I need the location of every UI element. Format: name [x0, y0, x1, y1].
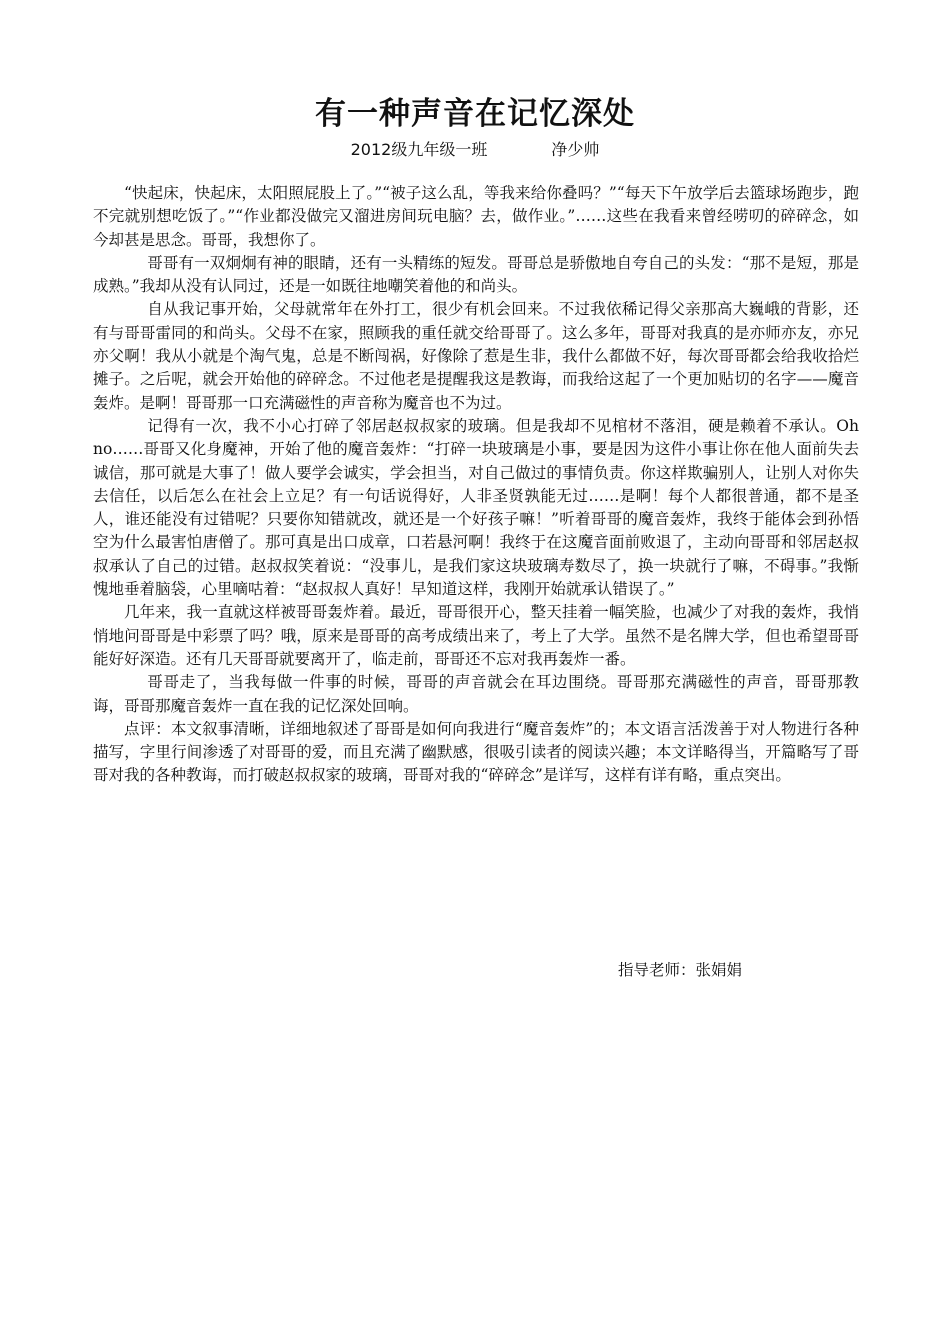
class-info: 2012级九年级一班 — [350, 140, 488, 159]
paragraph-college: 几年来，我一直就这样被哥哥轰炸着。最近，哥哥很开心，整天挂着一幅笑脸，也减少了对我的轰炸，我悄悄地问哥哥是中彩票了吗？哦，原来是哥哥的高考成绩出来了，考上了大学。虽然不是名牌大学，但也希望哥哥能好好深造。还有几天哥哥就要离开了，临走前，哥哥还不忘对我再轰炸一番。 — [93, 603, 859, 668]
article-body — [93, 182, 875, 788]
teacher-signature: 指导老师：张娟娟 — [617, 961, 742, 979]
paragraph-broken-glass: 记得有一次，我不小心打碎了邻居赵叔叔家的玻璃。但是我却不见棺材不落泪，硬是赖着不承认。Oh no……哥哥又化身魔神，开始了他的魔音轰炸：“打碎一块玻璃是小事，要是因为这件小事让你在他人面前失去诚信，那可就是大事了！做人要学会诚实，学会担当，对自己做过的事情负责。你这样欺骗别人，让别人对你失去信任，以后怎么在社会上立足？有一句话说得好，人非圣贤孰能无过……是啊！每个人都很普通，都不是圣人，谁还能没有过错呢？只要你知错就改，就还是一个好孩子嘛！”听着哥哥的魔音轰炸，我终于能体会到孙悟空为什么最害怕唐僧了。那可真是出口成章，口若悬河啊！我终于在这魔音面前败退了，主动向哥哥和邻居赵叔叔承认了自己的过错。赵叔叔笑着说：“没事儿，是我们家这块玻璃寿数尽了，换一块就行了嘛，不碍事。”我惭愧地垂着脑袋，心里嘀咕着：“赵叔叔人真好！早知道这样，我刚开始就承认错误了。” — [93, 416, 875, 599]
paragraph-farewell: 哥哥走了，当我每做一件事的时候，哥哥的声音就会在耳边围绕。哥哥那充满磁性的声音，哥哥那教诲，哥哥那魔音轰炸一直在我的记忆深处回响。 — [93, 673, 859, 715]
author-name: 净少帅 — [551, 140, 600, 159]
paragraph-brother-hair: 哥哥有一双炯炯有神的眼睛，还有一头精练的短发。哥哥总是骄傲地自夸自己的头发：“那不是短，那是成熟。”我却从没有认同过，还是一如既往地嘲笑着他的和尚头。 — [93, 253, 859, 296]
byline — [0, 137, 950, 160]
paragraph-childhood: 自从我记事开始，父母就常年在外打工，很少有机会回来。不过我依稀记得父亲那高大巍峨的背影，还有与哥哥雷同的和尚头。父母不在家，照顾我的重任就交给哥哥了。这么多年，哥哥对我真的是亦师亦友，亦兄亦父啊！我从小就是个淘气鬼，总是不断闯祸，好像除了惹是生非，我什么都做不好，每次哥哥都会给我收拾烂摊子。之后呢，就会开始他的碎碎念。不过他老是提醒我这是教诲，而我给这起了一个更加贴切的名字——魔音轰炸。是啊！哥哥那一口充满磁性的声音称为魔音也不为过。 — [93, 300, 859, 412]
paragraph-intro: “快起床，快起床，太阳照屁股上了。”“被子这么乱，等我来给你叠吗？”“每天下午放学后去篮球场跑步，跑不完就别想吃饭了。”“作业都没做完又溜进房间玩电脑？去，做作业。”……这些在我看来曾经唠叨的碎碎念，如今却甚是思念。哥哥，我想你了。 — [93, 184, 859, 249]
document-title: 有一种声音在记忆深处 — [315, 96, 635, 132]
paragraph-teacher-comment: 点评：本文叙事清晰，详细地叙述了哥哥是如何向我进行“魔音轰炸”的；本文语言活泼善于对人物进行各种描写，字里行间渗透了对哥哥的爱，而且充满了幽默感，很吸引读者的阅读兴趣；本文详略得当，开篇略写了哥哥对我的各种教诲，而打破赵叔叔家的玻璃，哥哥对我的“碎碎念”是详写，这样有详有略，重点突出。 — [93, 719, 859, 785]
